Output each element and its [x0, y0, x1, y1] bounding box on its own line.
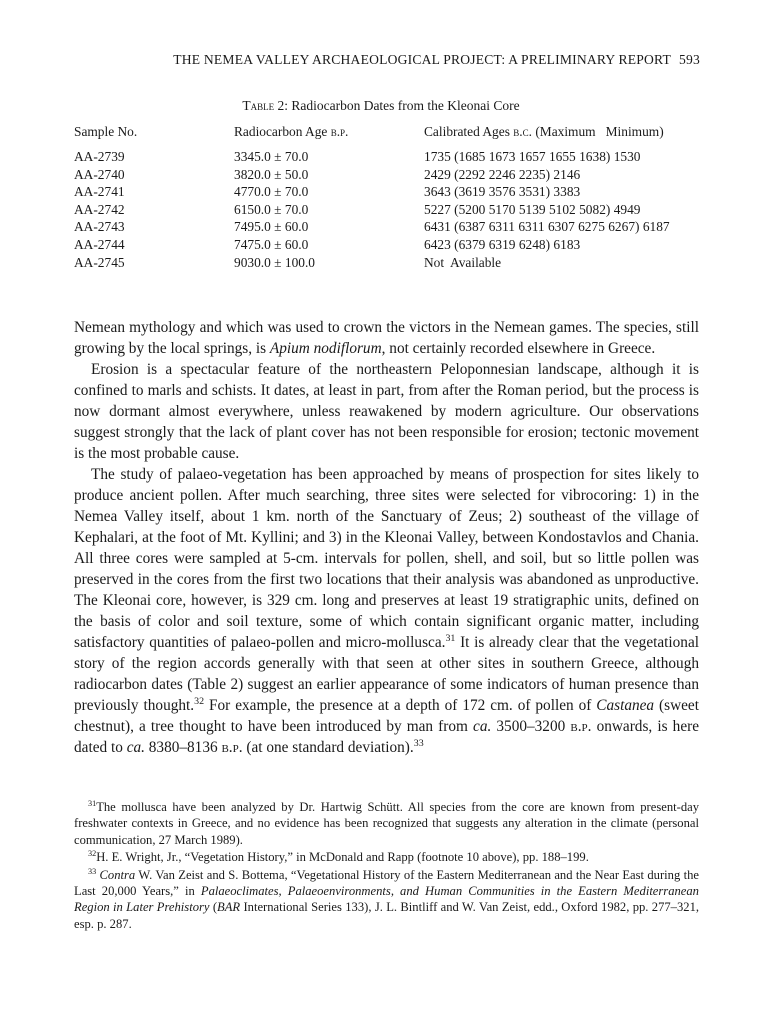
- cell-age: 6150.0 ± 70.0: [234, 201, 309, 217]
- body-text: [74, 317, 699, 758]
- cell-calibrated: 1735 (1685 1673 1657 1655 1638) 1530: [424, 149, 641, 164]
- cell-age: 3820.0 ± 50.0: [234, 166, 309, 182]
- footnote-31: $^{31}$The mollusca have been analyzed by Dr. Hartwig Schütt. All species from the core are known from present-day freshwater contexts in Greece, and no evidence has been recognized that suggests any alteration in the climate (personal communication, 27 March 1989).: [74, 798, 699, 847]
- cell-age: 4770.0 ± 70.0: [234, 184, 309, 200]
- footnotes: [74, 799, 699, 933]
- footnote-ref[interactable]: 31: [445, 632, 456, 644]
- cell-sample: AA-2741: [74, 184, 125, 200]
- cell-age: 3345.0 ± 70.0: [234, 149, 309, 164]
- table-row: [74, 254, 714, 272]
- cell-calibrated: 6423 (6379 6319 6248) 6183: [424, 236, 581, 252]
- table-header-row: [74, 122, 714, 148]
- table-row: [74, 218, 714, 236]
- col-header-calibrated: Calibrated Ages b.c. (Maximum Minimum): [424, 124, 664, 139]
- cell-age: 9030.0 ± 100.0: [234, 254, 315, 270]
- radiocarbon-table: [74, 122, 714, 271]
- table-caption-label: Table: [242, 98, 275, 113]
- footnote-ref[interactable]: 32: [194, 695, 205, 707]
- table-row: [74, 236, 714, 254]
- cell-sample: AA-2743: [74, 219, 125, 235]
- cell-age: 7475.0 ± 60.0: [234, 236, 309, 252]
- footnote-32: $^{32}$H. E. Wright, Jr., “Vegetation History,” in McDonald and Rapp (footnote 10 above), pp. 188–199.: [88, 849, 589, 865]
- table-row: [74, 148, 714, 166]
- cell-calibrated: 3643 (3619 3576 3531) 3383: [424, 184, 581, 200]
- cell-sample: AA-2742: [74, 201, 125, 217]
- running-head: [0, 52, 700, 68]
- cell-sample: AA-2745: [74, 254, 125, 270]
- paragraph: Nemean mythology and which was used to crown the victors in the Nemean games. The species, still growing by the local springs, is Apium nodiflorum, not certainly recorded elsewhere in Greece.: [74, 319, 699, 357]
- cell-calibrated: 5227 (5200 5170 5139 5102 5082) 4949: [424, 201, 641, 217]
- table-caption-text: Radiocarbon Dates from the Kleonai Core: [291, 98, 520, 113]
- table-caption: [0, 98, 762, 114]
- footnote-33: $^{33}$ Contra W. Van Zeist and S. Bottema, “Vegetational History of the Eastern Mediterranean and the Near East during the Last 20,000 Years,” in Palaeoclimates, Palaeoenvironments, and Human Communities in the Eastern Mediterranean Region in Later Prehistory (BAR International Series 133), J. L. Bintliff and W. Van Zeist, edd., Oxford 1982, pp. 277–321, esp. p. 287.: [74, 866, 700, 931]
- table-row: [74, 166, 714, 184]
- cell-age: 7495.0 ± 60.0: [234, 219, 309, 235]
- cell-calibrated: 6431 (6387 6311 6311 6307 6275 6267) 6187: [424, 219, 670, 235]
- footnote-ref[interactable]: 33: [413, 737, 424, 749]
- cell-sample: AA-2744: [74, 236, 125, 252]
- cell-calibrated: Not Available: [424, 254, 502, 270]
- cell-sample: AA-2739: [74, 149, 125, 164]
- species-name: Apium nodiflorum: [269, 340, 382, 357]
- page-number: 593: [679, 52, 700, 67]
- table-row: [74, 183, 714, 201]
- cell-sample: AA-2740: [74, 166, 125, 182]
- cell-calibrated: 2429 (2292 2246 2235) 2146: [424, 166, 581, 182]
- paragraph: Erosion is a spectacular feature of the northeastern Peloponnesian landscape, although it is confined to marls and schists. It dates, at least in part, from after the Roman period, but the process is now dormant almost everywhere, unless reawakened by modern agriculture. Our observations suggest strongly that the lack of plant cover has not been responsible for erosion; tectonic movement is the most probable cause.: [74, 361, 699, 462]
- running-head-title: THE NEMEA VALLEY ARCHAEOLOGICAL PROJECT: A PRELIMINARY REPORT: [173, 52, 671, 67]
- col-header-age: Radiocarbon Age b.p.: [234, 124, 349, 139]
- table-row: [74, 201, 714, 219]
- col-header-sample: Sample No.: [74, 124, 138, 139]
- paragraph: The study of palaeo-vegetation has been approached by means of prospection for sites likely to produce ancient pollen. After much searching, three sites were selected for vibrocoring: 1) in the Nemea Valley itself, about 1 km. north of the Sanctuary of Zeus; 2) southeast of the village of Kephalari, at the foot of Mt. Kyllini; and 3) in the Kleonai Valley, between Kondostavlos and Chania. All three cores were sampled at 5-cm. intervals for pollen, shell, and soil, but so little pollen was preserved in the cores from the first two locations that their analysis was abandoned as unproductive. The Kleonai core, however, is 329 cm. long and preserves at least 19 stratigraphic units, defined on the basis of color and soil texture, some of which contain significant organic matter, including satisfactory quantities of palaeo-pollen and micro-mollusca.$^{31}$ It is already clear that the vegetational story of the region accords generally with that seen at other sites in southern Greece, although radiocarbon dates (Table 2) suggest an earlier appearance of some indicators of human presence than previously thought.$^{32}$ For example, the presence at a depth of 172 cm. of pollen of Castanea (sweet chestnut), a tree thought to have been introduced by man from ca. 3500–3200 b.p. onwards, is here dated to ca. 8380–8136 b.p. (at one standard deviation).$^{33}$: [74, 466, 699, 756]
- table-caption-number: 2:: [277, 98, 288, 113]
